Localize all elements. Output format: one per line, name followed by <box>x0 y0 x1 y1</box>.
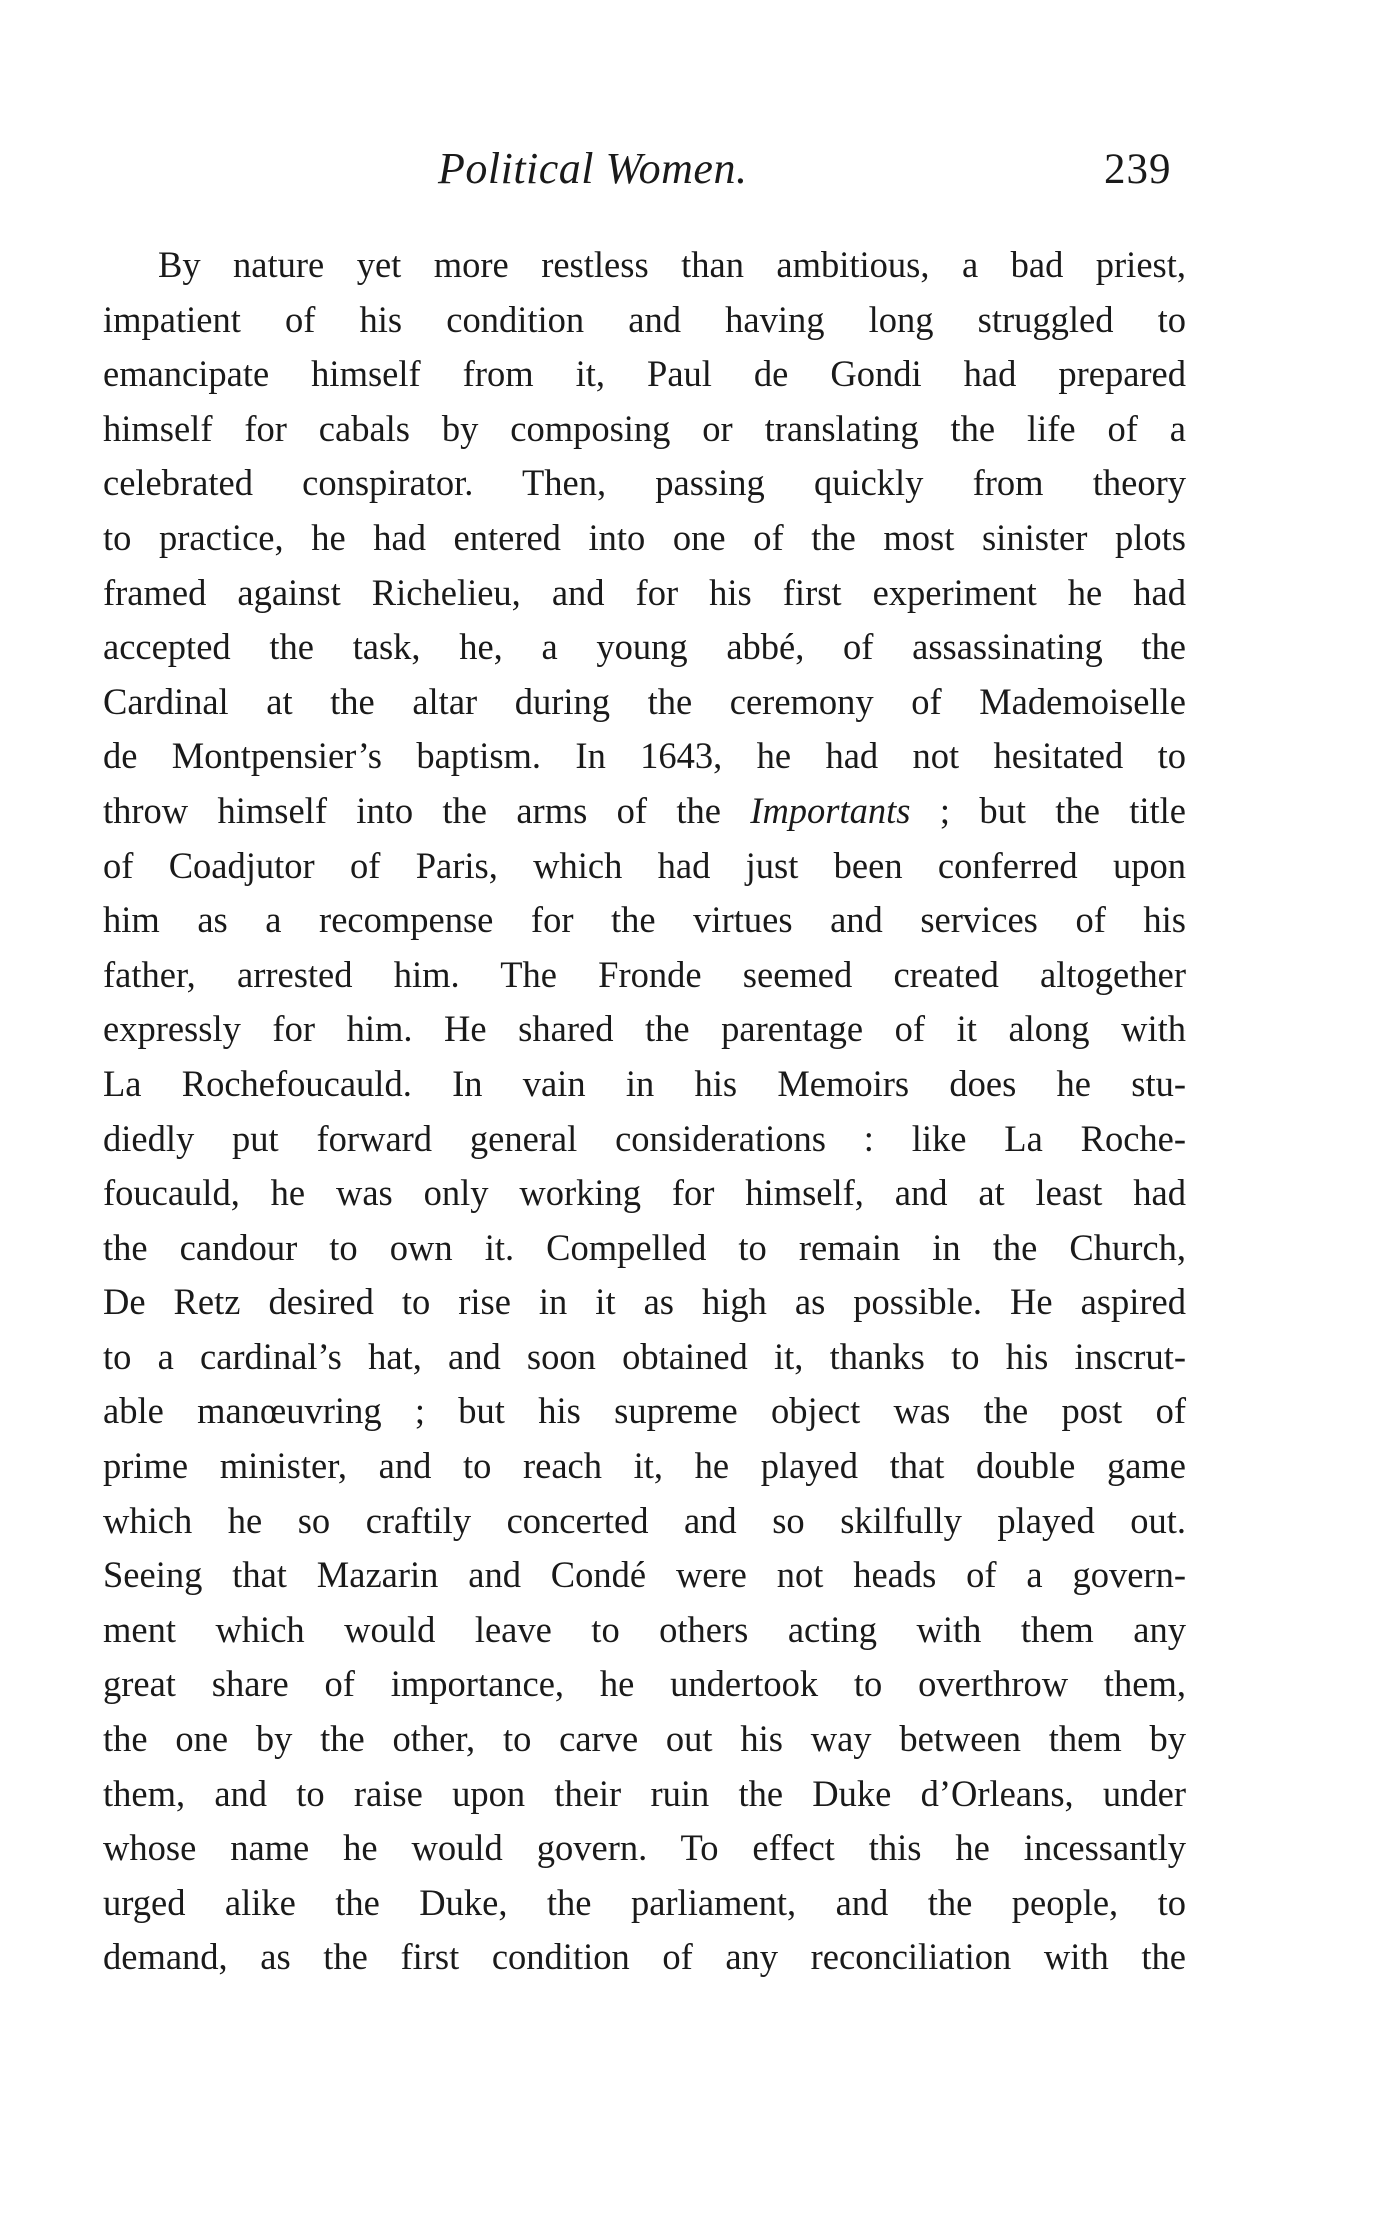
text-line: the candour to own it. Compelled to remain in the Church, <box>103 1226 1186 1268</box>
text-segment: throw himself into the arms of the <box>103 789 751 831</box>
text-line: Seeing that Mazarin and Condé were not heads of a govern- <box>103 1554 1186 1596</box>
text-line-with-italic <box>103 784 1186 839</box>
text-line: him as a recompense for the virtues and services of his <box>103 899 1186 941</box>
text-line: father, arrested him. The Fronde seemed created altogether <box>103 953 1186 995</box>
text-line: Cardinal at the altar during the ceremony of Mademoiselle <box>103 680 1186 722</box>
body-paragraph <box>103 238 1186 1985</box>
text-line: to a cardinal’s hat, and soon obtained it, thanks to his inscrut- <box>103 1335 1186 1377</box>
running-head <box>0 143 1399 203</box>
text-line: expressly for him. He shared the parentage of it along with <box>103 1008 1186 1050</box>
text-line: emancipate himself from it, Paul de Gondi had prepared <box>103 353 1186 395</box>
text-line: the one by the other, to carve out his way between them by <box>103 1718 1186 1760</box>
text-line: himself for cabals by composing or translating the life of a <box>103 407 1186 449</box>
text-line: accepted the task, he, a young abbé, of assassinating the <box>103 626 1186 668</box>
text-line: which he so craftily concerted and so skilfully played out. <box>103 1499 1186 1541</box>
text-line: De Retz desired to rise in it as high as possible. He aspired <box>103 1281 1186 1323</box>
text-line: demand, as the first condition of any reconciliation with the <box>103 1936 1186 1978</box>
italic-term: Importants <box>750 789 911 831</box>
text-line: framed against Richelieu, and for his first experiment he had <box>103 571 1186 613</box>
text-line: de Montpensier’s baptism. In 1643, he had not hesitated to <box>103 735 1186 777</box>
text-line: of Coadjutor of Paris, which had just been conferred upon <box>103 844 1186 886</box>
text-line: great share of importance, he undertook to overthrow them, <box>103 1663 1186 1705</box>
text-line: able manœuvring ; but his supreme object was the post of <box>103 1390 1186 1432</box>
page-number: 239 <box>1104 146 1172 193</box>
text-segment: ; but the title <box>910 789 1186 831</box>
text-line: whose name he would govern. To effect this he incessantly <box>103 1827 1186 1869</box>
text-line: celebrated conspirator. Then, passing quickly from theory <box>103 462 1186 504</box>
text-line: diedly put forward general considerations : like La Roche- <box>103 1117 1186 1159</box>
text-line: urged alike the Duke, the parliament, and the people, to <box>103 1881 1186 1923</box>
text-line: prime minister, and to reach it, he played that double game <box>103 1445 1186 1487</box>
text-line: impatient of his condition and having long struggled to <box>103 298 1186 340</box>
text-line: foucauld, he was only working for himself, and at least had <box>103 1172 1186 1214</box>
running-title: Political Women. <box>438 144 748 193</box>
text-line: La Rochefoucauld. In vain in his Memoirs does he stu- <box>103 1062 1186 1104</box>
text-line: to practice, he had entered into one of the most sinister plots <box>103 516 1186 558</box>
text-line: them, and to raise upon their ruin the Duke d’Orleans, under <box>103 1772 1186 1814</box>
text-line: ment which would leave to others acting with them any <box>103 1608 1186 1650</box>
text-line: By nature yet more restless than ambitious, a bad priest, <box>158 244 1186 285</box>
